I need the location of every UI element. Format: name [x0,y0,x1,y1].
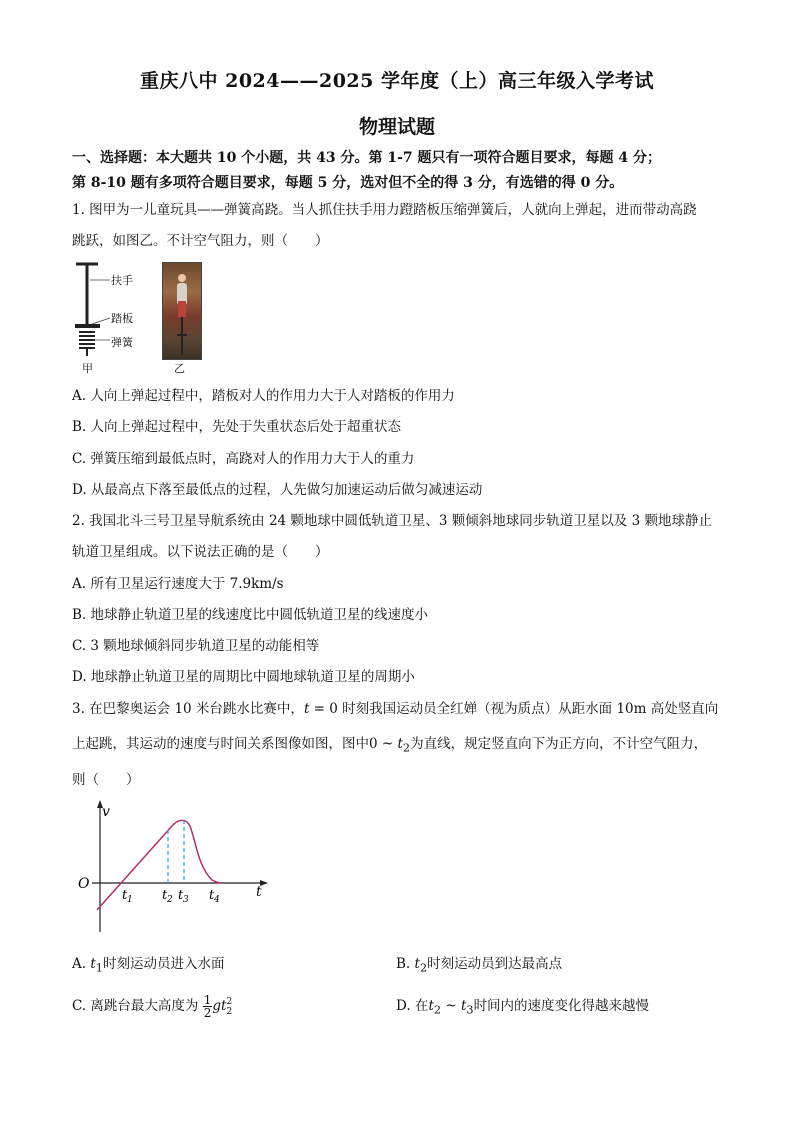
label-pedal: 踏板 [111,312,133,325]
q3-stem-part-b: = 0 时刻我国运动员全红婵（视为质点）从距水面 10m 高处竖直向 [309,701,719,717]
q3-range-start: 0 ~ [369,736,398,752]
q2-option-d: D. 地球静止轨道卫星的周期比中圆地球轨道卫星的周期小 [72,669,415,685]
vt-graph [72,796,282,936]
graph-v-label: v [102,804,110,820]
q3-option-a-text: 时刻运动员进入水面 [102,956,225,972]
q3-option-d-letter: D. 在 [396,998,429,1014]
q3-option-a-sub: 1 [95,961,103,975]
q1-option-c: C. 弹簧压缩到最低点时，高跷对人的作用力大于人的重力 [72,451,415,467]
q3-option-a-t: t [90,956,96,972]
q1-stem-line2: 跳跃，如图乙。不计空气阻力，则（ ） [72,233,329,249]
velocity-curve [97,820,222,910]
q1-option-d: D. 从最高点下落至最低点的过程，人先做匀加速运动后做匀减速运动 [72,482,483,498]
q3-option-c-gt: gt [212,998,227,1014]
graph-t1-label: t [122,888,128,903]
q2-option-b: B. 地球静止轨道卫星的线速度比中圆低轨道卫星的线速度小 [72,607,429,623]
graph-t2-label: t [162,888,168,903]
q3-stem-part-a: 3. 在巴黎奥运会 10 米台跳水比赛中， [72,701,304,717]
q3-option-c-sup: 2 [226,996,233,1007]
section-instructions [72,146,722,196]
q2-stem-line2: 轨道卫星组成。以下说法正确的是（ ） [72,544,329,560]
q3-option-b-letter: B. [396,956,415,972]
q3-option-c-fraction [203,994,213,1019]
label-yi: 乙 [174,362,185,375]
q2-option-a: A. 所有卫星运行速度大于 7.9km/s [72,576,284,592]
q3-option-c-text: C. 离跳台最大高度为 [72,998,199,1014]
label-handle: 扶手 [111,274,133,287]
q3-option-d-sub3: 3 [466,1003,474,1017]
fraction-denominator: 2 [203,1006,212,1020]
q3-option-d-sep: ~ [441,998,461,1014]
graph-t2-sub: 2 [167,895,173,905]
q3-option-b [396,954,726,979]
q3-stem-line1 [72,699,732,719]
q3-stem-line3: 则（ ） [72,772,140,788]
graph-t3-sub: 3 [183,895,189,905]
q3-option-d-sub2: 2 [433,1003,442,1017]
jumping-child-image [173,271,191,357]
q1-option-b: B. 人向上弹起过程中，先处于失重状态后处于超重状态 [72,419,402,435]
q3-symbol-t: t [303,701,310,717]
label-spring: 弹簧 [111,336,133,349]
q1-option-a: A. 人向上弹起过程中，踏板对人的作用力大于人对踏板的作用力 [72,388,455,404]
q3-option-d [396,996,726,1021]
q3-option-a-letter: A. [72,956,91,972]
q3-range-t: t [397,736,403,752]
label-jia: 甲 [82,362,93,375]
graph-t3-label: t [178,888,184,903]
q3-stem-line2 [72,734,732,759]
q3-option-d-t3: t [460,998,467,1014]
q3-option-c-sub: 2 [226,1006,233,1017]
section-instructions-line2: 第 8-10 题有多项符合题目要求，每题 5 分，选对但不全的得 3 分，有选错的得 0 分。 [72,175,624,191]
subject-title: 物理试题 [358,116,435,138]
graph-origin-label: O [78,876,90,892]
exam-title: 重庆八中 2024——2025 学年度（上）高三年级入学考试 [140,70,654,92]
q3-option-a [72,954,372,979]
section-instructions-line1: 一、选择题：本大题共 10 个小题，共 43 分。第 1-7 题只有一项符合题目要求，每题 4 分； [72,150,661,166]
q3-range-sub: 2 [402,741,411,755]
fraction-numerator: 1 [203,993,212,1007]
q3-option-b-text: 时刻运动员到达最高点 [427,956,563,972]
q3-option-c [72,988,372,1024]
q3-option-d-text: 时间内的速度变化得越来越慢 [473,998,650,1014]
graph-t4-sub: 4 [214,895,220,905]
graph-t-label: t [256,884,262,900]
pogo-photo [162,262,202,360]
q1-stem-line1: 1. 图甲为一儿童玩具——弹簧高跷。当人抓住扶手用力蹬踏板压缩弹簧后，人就向上弹起，进而带动高跷 [72,202,697,218]
q2-option-c: C. 3 颗地球倾斜同步轨道卫星的动能相等 [72,638,320,654]
q3-stem2-part-a: 上起跳，其运动的速度与时间关系图像如图，图中 [72,736,369,752]
q3-stem2-part-b: 为直线，规定竖直向下为正方向，不计空气阻力， [410,736,708,752]
graph-t4-label: t [209,888,215,903]
q3-option-b-t: t [414,956,420,972]
q2-stem-line1: 2. 我国北斗三号卫星导航系统由 24 颗地球中圆低轨道卫星、3 颗倾斜地球同步轨道卫星以及 3 颗地球静止 [72,513,712,529]
graph-t1-sub: 1 [127,895,133,905]
q1-figure [70,258,210,378]
q3-option-d-t2: t [428,998,434,1014]
q3-option-b-sub: 2 [419,961,428,975]
